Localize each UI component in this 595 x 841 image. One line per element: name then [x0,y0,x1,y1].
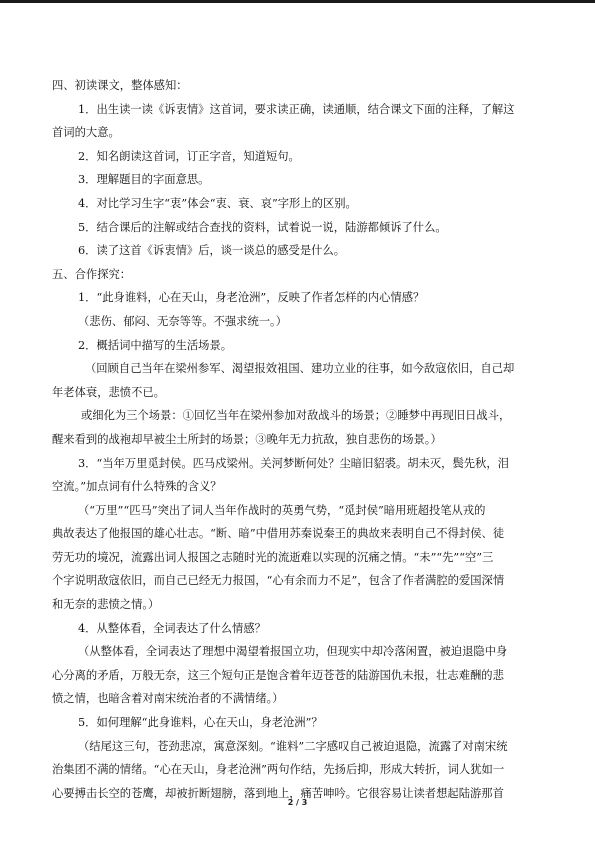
text-line: 醒来看到的战袍却早被尘土所封的场景；③晚年无力抗敌，独自悲伤的场景。） [52,432,442,446]
text-line: （悲伤、郁闷、无奈等等。不强求统一。） [78,314,287,328]
text-line: 个字说明敌寇依旧，而自己已经无力报国，“心有余而力不足”，包含了作者满腔的爱国深情 [52,574,505,588]
text-line: 3．理解题目的字面意思。 [78,173,210,187]
document-body [52,74,550,805]
text-line: 2．知名朗读这首词，订正字音，知道短句。 [78,149,300,163]
text-line: 3．“当年万里觅封侯。匹马戍梁州。关河梦断何处？尘暗旧貂裘。胡未灭，鬓先秋，泪 [78,456,509,470]
text-line: 2．概括词中描写的生活场景。 [78,338,233,352]
text-line: 治集团不满的情绪。“心在天山，身老沧洲”两句作结，先扬后抑，形成大转折，词人犹如一 [52,763,505,777]
text-line: 劳无功的境况，流露出词人报国之志随时光的流逝难以实现的沉痛之情。“未”“先”“空”三 [52,550,494,564]
text-line: 四、初读课文，整体感知： [52,79,188,92]
text-line: 1．“此身谁料，心在天山，身老沧洲”，反映了作者怎样的内心情感？ [78,291,425,305]
text-line: 4．对比学习生字“衷”体会“衷、衰、哀”字形上的区别。 [78,196,357,210]
text-line: （从整体看，全词表达了理想中渴望着报国立功，但现实中却冷落闲置，被迫退隐中身 [78,645,508,659]
text-line: 空流。”加点词有什么特殊的含义？ [52,480,222,494]
text-line: 典故表达了他报国的雄心壮志。“断、暗”中借用苏秦说秦王的典故来表明自己不得封侯、徒 [52,527,505,541]
text-line: 1．出生读一读《诉衷情》这首词，要求读正确，读通顺，结合课文下面的注释，了解这 [78,102,515,116]
text-line: 年老体衰，悲愤不已。 [52,385,165,399]
text-line: 6．读了这首《诉衷情》后，谈一谈总的感受是什么。 [78,244,346,258]
text-line: 五、合作探究： [52,267,132,281]
text-line: 首词的大意。 [52,126,120,140]
text-line: 心分离的矛盾，万般无奈，这三个短句正是饱含着年迈苍苍的陆游国仇未报，壮志难酬的悲 [52,668,504,682]
text-line: 5．如何理解“此身谁料，心在天山，身老沧洲”？ [78,716,323,730]
text-line: 5．结合课后的注解或结合查找的资料，试着说一说，陆游都倾诉了什么。 [78,220,447,234]
page-number: 2 / 3 [287,798,308,807]
text-line: （结尾这三句，苍劲悲凉，寓意深刻。“谁料”二字感叹自己被迫退隐，流露了对南宋统 [78,739,508,753]
text-line: 和无奈的悲愤之情。） [52,598,160,612]
text-line: （回顾自己当年在梁州参军、渴望报效祖国、建功立业的往事，如今敌寇依旧，自己却 [85,362,515,376]
text-line: （“万里”“匹马”突出了词人当年作战时的英勇气势，“觅封侯”暗用班超投笔从戎的 [78,503,486,517]
text-line: 4．从整体看，全词表达了什么情感？ [78,621,266,635]
top-border [0,0,595,3]
text-line: 心要搏击长空的苍鹰，却被折断翅膀，落到地上，痛苦呻吟。它很容易让读者想起陆游那首 [52,786,504,800]
text-line: 或细化为三个场景：①回忆当年在梁州参加对敌战斗的场景；②睡梦中再现旧日战斗， [81,409,511,423]
text-line: 愤之情，也暗含着对南宋统治者的不满情绪。） [52,692,284,706]
